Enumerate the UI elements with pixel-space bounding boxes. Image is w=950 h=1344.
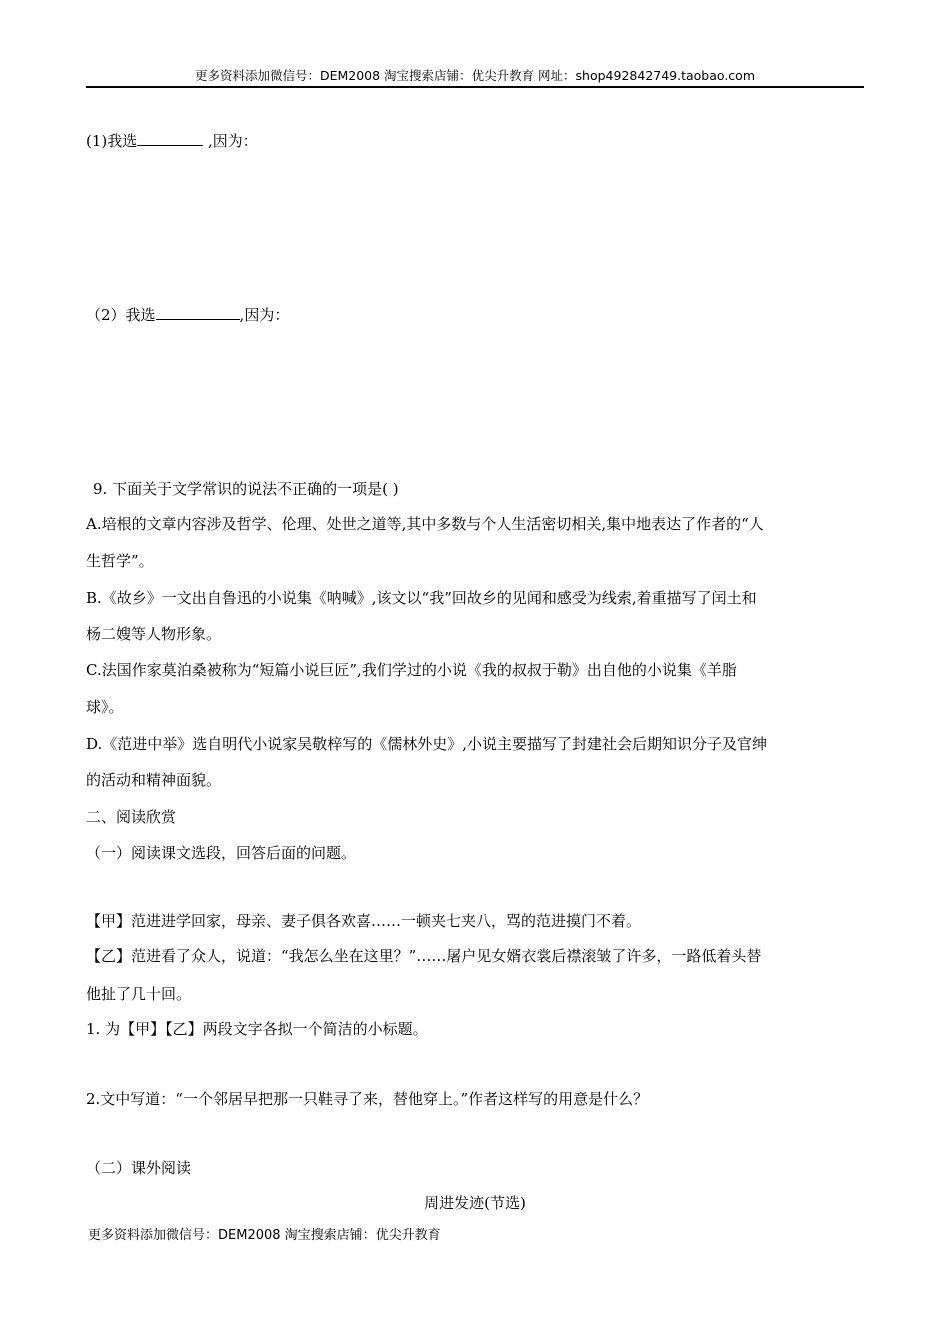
reading-part1-title: （一）阅读课文选段，回答后面的问题。 xyxy=(86,844,357,862)
page-header: 更多资料添加微信号：DEM2008 淘宝搜索店铺：优尖升教育 网址：shop492842749.taobao.com xyxy=(194,68,756,83)
q9-stem: 9. 下面关于文学常识的说法不正确的一项是( ) xyxy=(93,480,399,498)
q9-option-c-line2: 球》。 xyxy=(86,698,124,716)
passage-yi-line2: 他扯了几十回。 xyxy=(86,985,192,1003)
passage-yi-line1: 【乙】范进看了众人，说道：“我怎么坐在这里？”……屠户见女婿衣裳后襟滚皱了许多，一路低着头替 xyxy=(86,947,762,965)
q9-option-c-line1: C.法国作家莫泊桑被称为“短篇小说巨匠”,我们学过的小说《我的叔叔于勒》出自他的小说集《羊脂 xyxy=(86,661,737,679)
section-title: 二、阅读欣赏 xyxy=(86,808,177,826)
q8-part1-blank[interactable] xyxy=(137,130,203,146)
question-1: 1. 为【甲】【乙】两段文字各拟一个简洁的小标题。 xyxy=(86,1020,428,1038)
q9-option-d-line2: 的活动和精神面貌。 xyxy=(86,771,222,789)
question-2: 2.文中写道：“一个邻居早把那一只鞋寻了来，替他穿上。”作者这样写的用意是什么？ xyxy=(86,1090,649,1108)
q8-part2-suffix: ,因为： xyxy=(239,306,290,324)
reading-part2-title: （二）课外阅读 xyxy=(86,1159,192,1177)
q8-part2-prefix: （2）我选 xyxy=(86,306,156,324)
q8-part1 xyxy=(86,130,864,152)
page-footer: 更多资料添加微信号：DEM2008 淘宝搜索店铺：优尖升教育 xyxy=(88,1228,441,1243)
passage-title: 周进发迹(节选) xyxy=(424,1194,526,1212)
q8-part1-prefix: (1)我选 xyxy=(86,132,138,150)
q9-option-a-line2: 生哲学”。 xyxy=(86,552,154,570)
q9-option-b-line2: 杨二嫂等人物形象。 xyxy=(86,625,222,643)
q8-part1-suffix: ,因为： xyxy=(203,132,258,150)
q9-option-a-line1: A.培根的文章内容涉及哲学、伦理、处世之道等,其中多数与个人生活密切相关,集中地表达了作者的“人 xyxy=(86,515,764,533)
q8-part2 xyxy=(86,304,864,326)
q8-part2-blank[interactable] xyxy=(156,304,240,320)
passage-jia: 【甲】范进进学回家，母亲、妻子俱各欢喜……一顿夹七夹八，骂的范进摸门不着。 xyxy=(86,912,642,930)
q9-option-d-line1: D.《范进中举》选自明代小说家吴敬梓写的《儒林外史》,小说主要描写了封建社会后期知识分子及官绅 xyxy=(86,735,768,753)
header-divider xyxy=(86,86,864,88)
q9-option-b-line1: B.《故乡》一文出自鲁迅的小说集《呐喊》,该文以“我”回故乡的见闻和感受为线索,着重描写了闰土和 xyxy=(86,589,757,607)
